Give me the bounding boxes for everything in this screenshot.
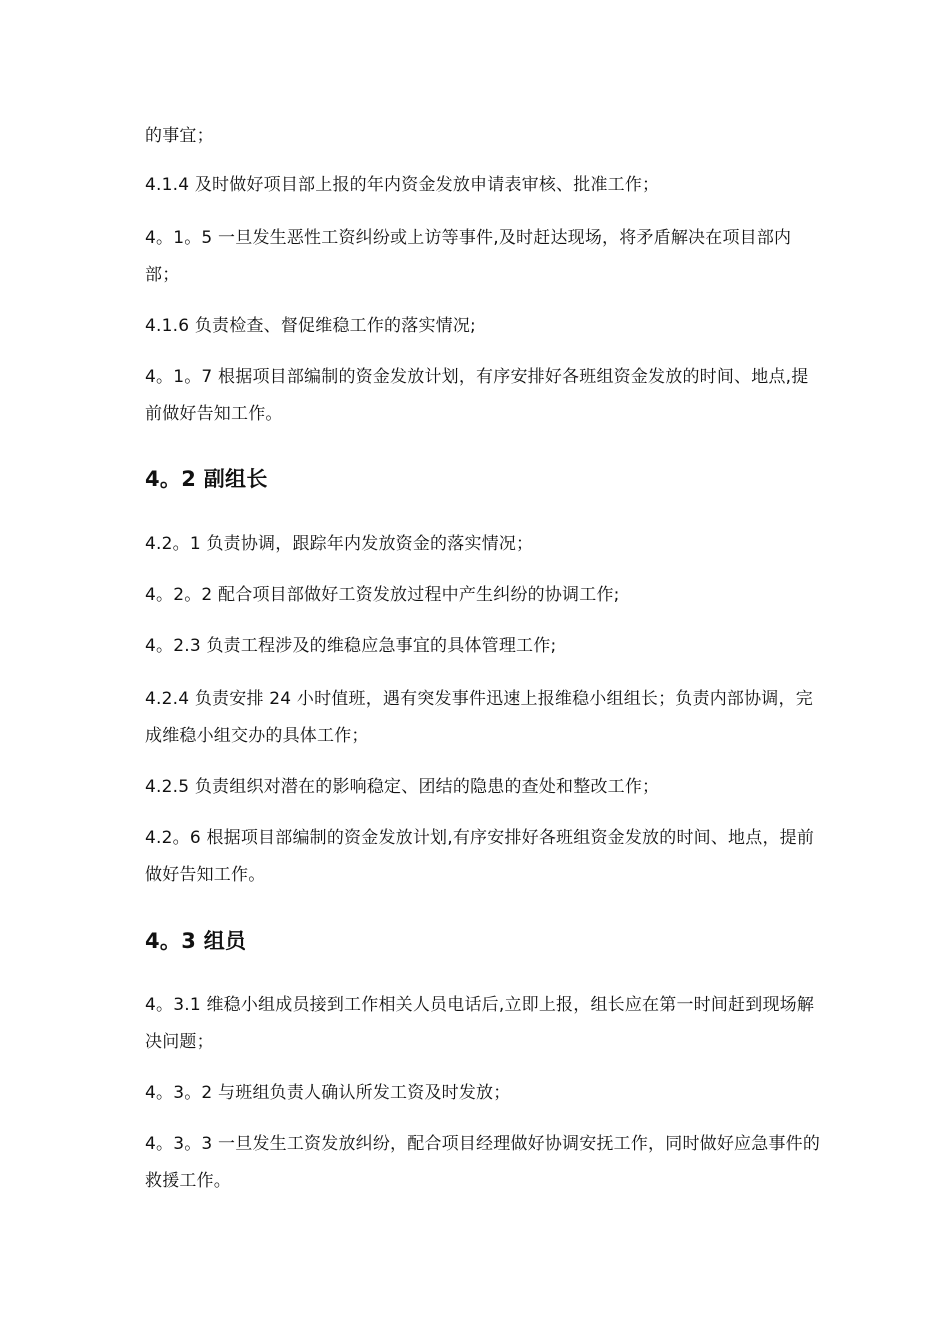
paragraph-4-1-5: 4。1。5 一旦发生恶性工资纠纷或上访等事件,及时赶达现场，将矛盾解决在项目部内部； [145,228,792,285]
paragraph-4-1-4: 4.1.4 及时做好项目部上报的年内资金发放申请表审核、批准工作； [145,175,660,195]
paragraph-continuation: 的事宜； [145,126,214,146]
paragraph-4-3-1: 4。3.1 维稳小组成员接到工作相关人员电话后,立即上报，组长应在第一时间赶到现场解决问题； [145,995,815,1052]
paragraph-4-2-3: 4。2.3 负责工程涉及的维稳应急事宜的具体管理工作; [145,636,557,656]
paragraph-4-3-3: 4。3。3 一旦发生工资发放纠纷，配合项目经理做好协调安抚工作，同时做好应急事件的救援工作。 [145,1134,821,1191]
paragraph-4-2-1: 4.2。1 负责协调，跟踪年内发放资金的落实情况； [145,534,534,554]
paragraph-4-2-2: 4。2。2 配合项目部做好工资发放过程中产生纠纷的协调工作; [145,585,620,605]
paragraph-4-1-6: 4.1.6 负责检查、督促维稳工作的落实情况; [145,316,476,336]
paragraph-4-2-5: 4.2.5 负责组织对潜在的影响稳定、团结的隐患的查处和整改工作； [145,777,660,797]
paragraph-4-1-7: 4。1。7 根据项目部编制的资金发放计划，有序安排好各班组资金发放的时间、地点,提前做好告知工作。 [145,367,809,424]
section-heading-4-2: 4。2 副组长 [145,467,268,491]
section-heading-4-3: 4。3 组员 [145,929,247,953]
paragraph-4-2-4: 4.2.4 负责安排 24 小时值班，遇有突发事件迅速上报维稳小组组长；负责内部协调，完成维稳小组交办的具体工作； [145,689,813,746]
paragraph-4-2-6: 4.2。6 根据项目部编制的资金发放计划,有序安排好各班组资金发放的时间、地点，提前做好告知工作。 [145,828,815,885]
paragraph-4-3-2: 4。3。2 与班组负责人确认所发工资及时发放； [145,1083,511,1103]
